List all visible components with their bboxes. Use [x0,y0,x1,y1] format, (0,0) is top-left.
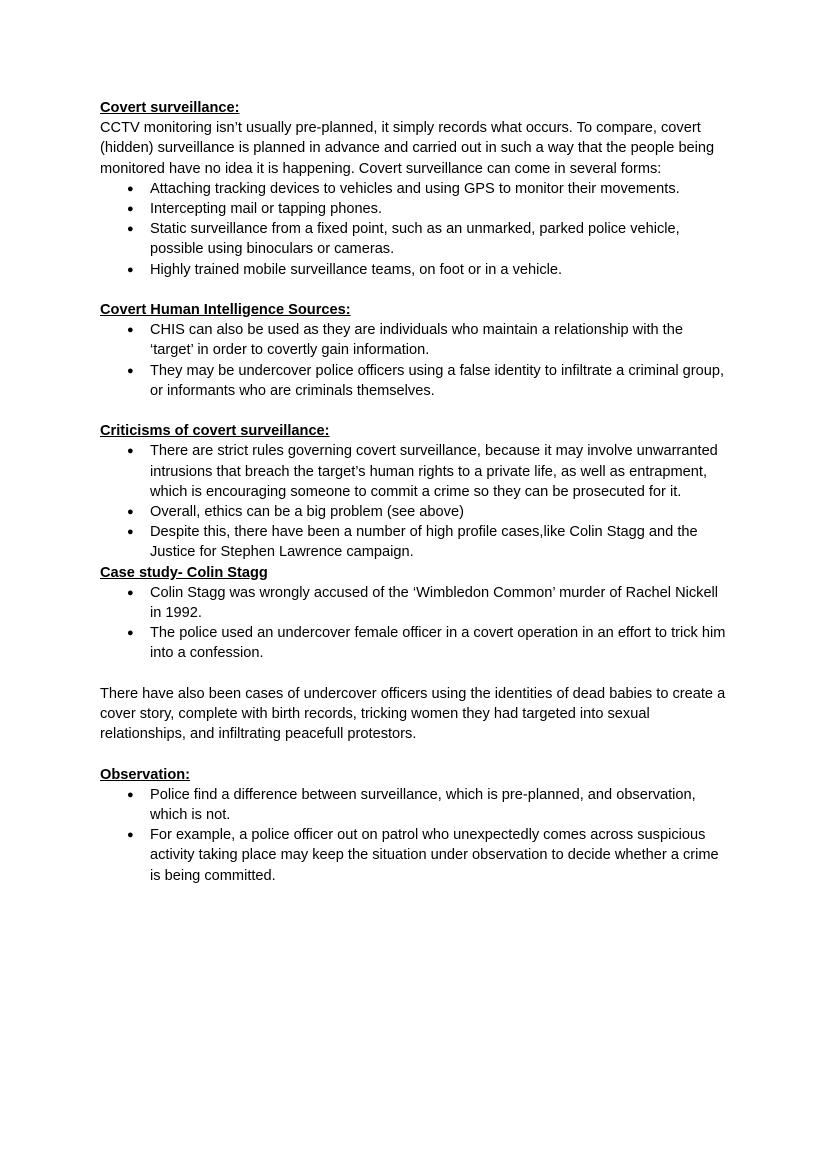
list-item: ● Attaching tracking devices to vehicles and using GPS to monitor their movements. [100,179,730,199]
bullet-icon: ● [127,445,134,458]
bullet-icon: ● [127,506,134,519]
bullet-icon: ● [127,203,134,216]
section-heading-chis: Covert Human Intelligence Sources: [100,302,351,319]
list-item: ● Colin Stagg was wrongly accused of the ‘Wimbledon Common’ murder of Rachel Nickell in 1992. [127,584,719,622]
list-item: ● CHIS can also be used as they are individuals who maintain a relationship with the ‘target’ in order to covertly gain information. [127,322,683,359]
intro-paragraph: CCTV monitoring isn’t usually pre-planned, it simply records what occurs. To compare, covert (hidden) surveillance is planned in advance and carried out in such a way that the people being monitored have no idea it is happening. Covert surveillance can come in several forms: [100,120,715,177]
list-item: ● Overall, ethics can be a big problem (see above) [100,502,730,522]
list-item: ● The police used an undercover female officer in a covert operation in an effort to trick him into a confession. [127,625,726,662]
document-body [100,98,730,886]
bullet-icon: ● [127,182,134,195]
bullet-icon: ● [127,364,134,377]
bullet-icon: ● [127,526,134,539]
criticisms-list [100,441,730,562]
bullet-icon: ● [127,829,134,842]
bullet-icon: ● [127,586,134,599]
bullet-icon: ● [127,263,134,276]
section-heading-covert-surveillance: Covert surveillance: [100,100,240,116]
section-heading-observation: Observation: [100,766,191,783]
list-item: ● Intercepting mail or tapping phones. [100,199,730,219]
section-heading-case-study: Case study- Colin Stagg [100,564,268,581]
section-heading-criticisms: Criticisms of covert surveillance: [100,423,330,440]
list-item: ● Despite this, there have been a number of high profile cases,like Colin Stagg and the Justice for Stephen Lawrence campaign. [127,524,698,561]
undercover-paragraph: There have also been cases of undercover officers using the identities of dead babies to create a cover story, complete with birth records, tricking women they had targeted into sexual relationships, and infiltrating peacefull protestors. [100,685,726,743]
chis-list [100,320,730,401]
covert-forms-list [100,179,730,280]
spacer [100,744,730,764]
spacer [100,280,730,300]
list-item: ● For example, a police officer out on patrol who unexpectedly comes across suspicious activity taking place may keep the situation under observation to decide whether a crime is being committed. [127,827,719,884]
list-item: ● There are strict rules governing covert surveillance, because it may involve unwarranted intrusions that breach the target’s human rights to a private life, as well as entrapment, which is encouraging someone to commit a crime so they can be prosecuted for it. [127,443,718,500]
spacer [100,401,730,421]
bullet-icon: ● [127,223,134,236]
bullet-icon: ● [127,324,134,337]
bullet-icon: ● [127,627,134,640]
list-item: ● They may be undercover police officers using a false identity to infiltrate a criminal group, or informants who are criminals themselves. [127,362,725,399]
bullet-icon: ● [127,788,134,801]
list-item: ● Static surveillance from a fixed point, such as an unmarked, parked police vehicle, possible using binoculars or cameras. [127,221,680,258]
list-item: ● Highly trained mobile surveillance teams, on foot or in a vehicle. [100,260,730,280]
spacer [100,664,730,684]
observation-list [100,785,730,886]
list-item: ● Police find a difference between surveillance, which is pre-planned, and observation, which is not. [127,786,696,824]
case-study-list [100,583,730,664]
